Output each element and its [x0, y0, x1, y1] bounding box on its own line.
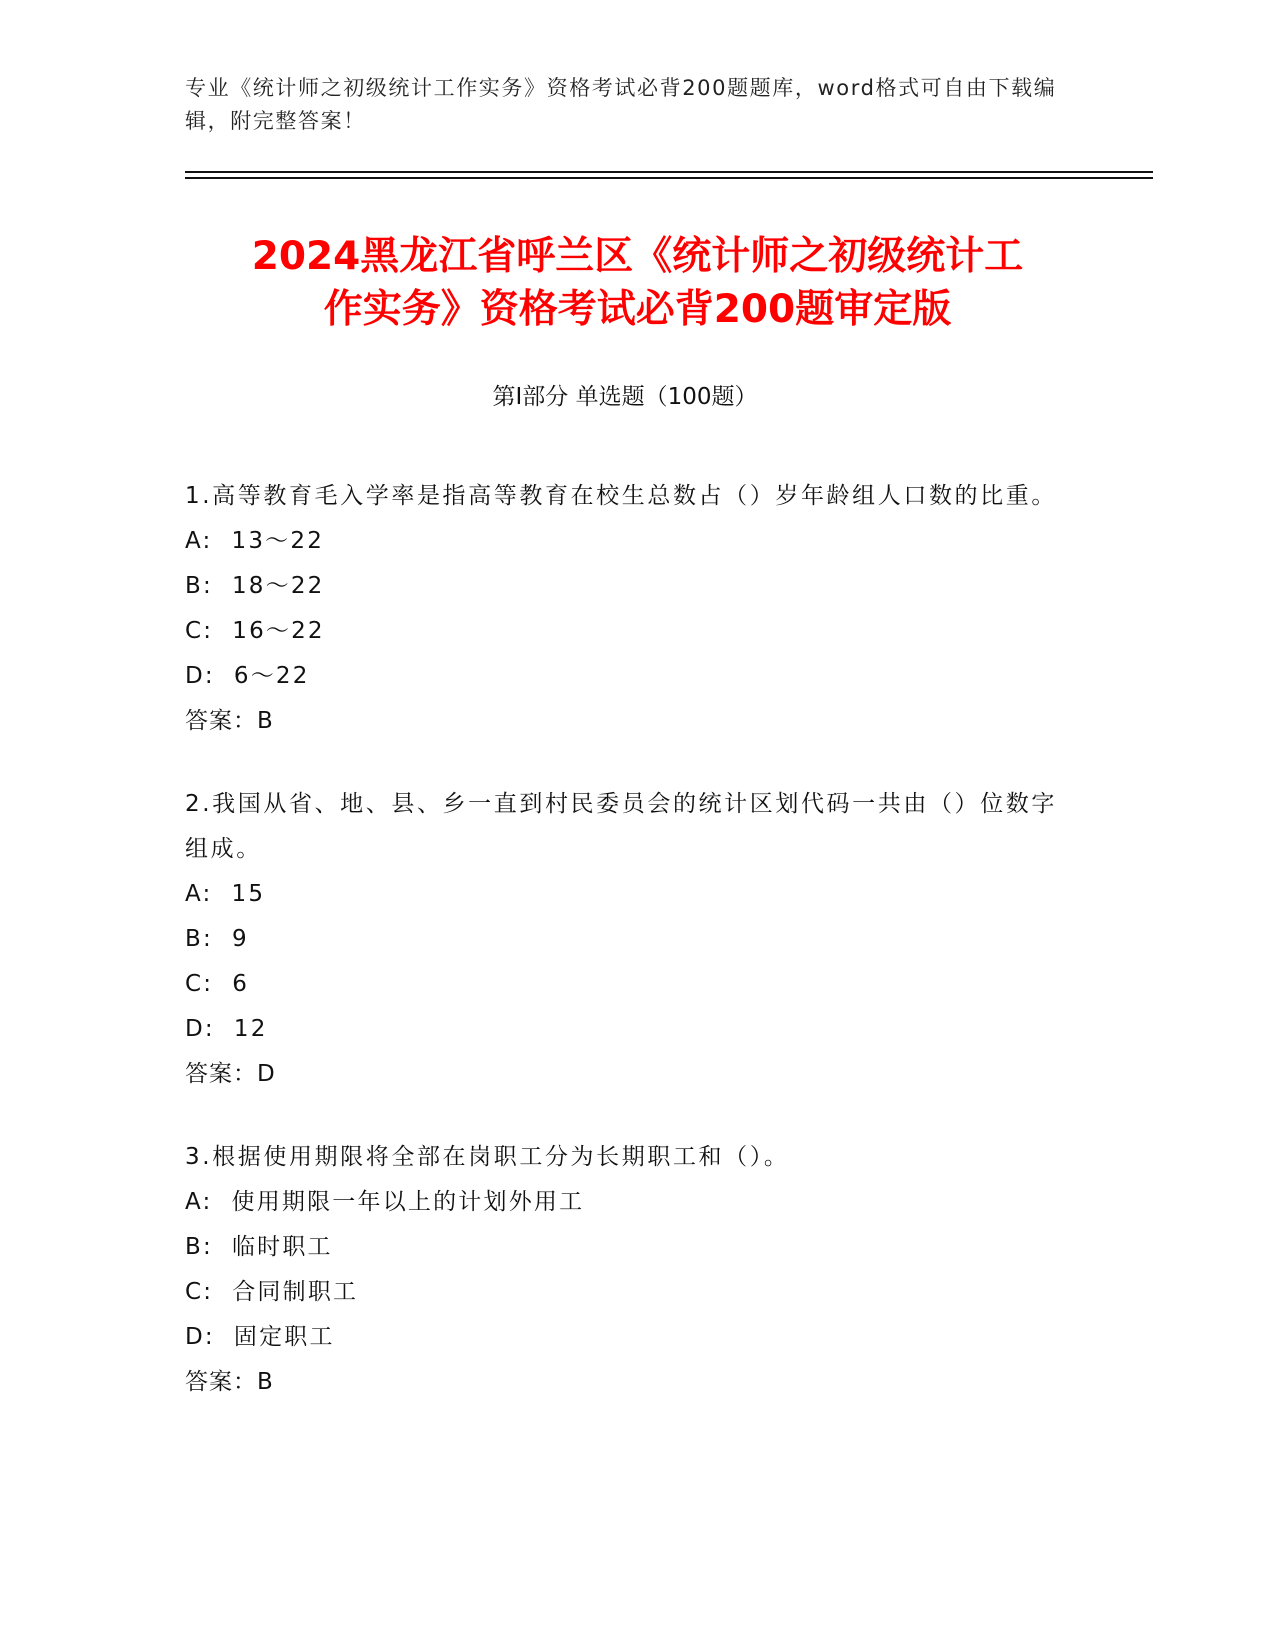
option-a: A: 15	[185, 881, 266, 907]
option-d: D: 6～22	[185, 663, 310, 689]
document-title-line-1: 2024黑龙江省呼兰区《统计师之初级统计工	[251, 234, 1024, 279]
option-b: B: 临时职工	[185, 1234, 333, 1260]
option-b: B: 18～22	[185, 573, 325, 599]
option-c: C: 合同制职工	[185, 1279, 359, 1305]
document-title-line-2: 作实务》资格考试必背200题审定版	[323, 287, 952, 332]
question-stem: 1.高等教育毛入学率是指高等教育在校生总数占（）岁年龄组人口数的比重。	[185, 483, 1057, 509]
option-c: C: 6	[185, 971, 250, 997]
question-1	[185, 474, 1065, 744]
header-divider-top	[185, 171, 1153, 173]
question-list	[185, 474, 1065, 1443]
answer: 答案：B	[185, 708, 274, 734]
section-heading: 第Ⅰ部分 单选题（100题）	[492, 384, 758, 410]
option-d: D: 固定职工	[185, 1324, 335, 1350]
option-c: C: 16～22	[185, 618, 325, 644]
header-note: 专业《统计师之初级统计工作实务》资格考试必背200题题库，word格式可自由下载编辑，附完整答案！	[185, 76, 1057, 133]
answer: 答案：D	[185, 1061, 276, 1087]
question-stem: 3.根据使用期限将全部在岗职工分为长期职工和（）。	[185, 1144, 790, 1170]
question-3	[185, 1135, 1065, 1405]
option-d: D: 12	[185, 1016, 268, 1042]
option-a: A: 使用期限一年以上的计划外用工	[185, 1189, 585, 1215]
option-a: A: 13～22	[185, 528, 325, 554]
option-b: B: 9	[185, 926, 249, 952]
question-2	[185, 782, 1065, 1097]
question-stem: 2.我国从省、地、县、乡一直到村民委员会的统计区划代码一共由（）位数字组成。	[185, 791, 1057, 862]
document-title	[150, 230, 1125, 336]
answer: 答案：B	[185, 1369, 274, 1395]
header-divider-bottom	[185, 177, 1153, 179]
